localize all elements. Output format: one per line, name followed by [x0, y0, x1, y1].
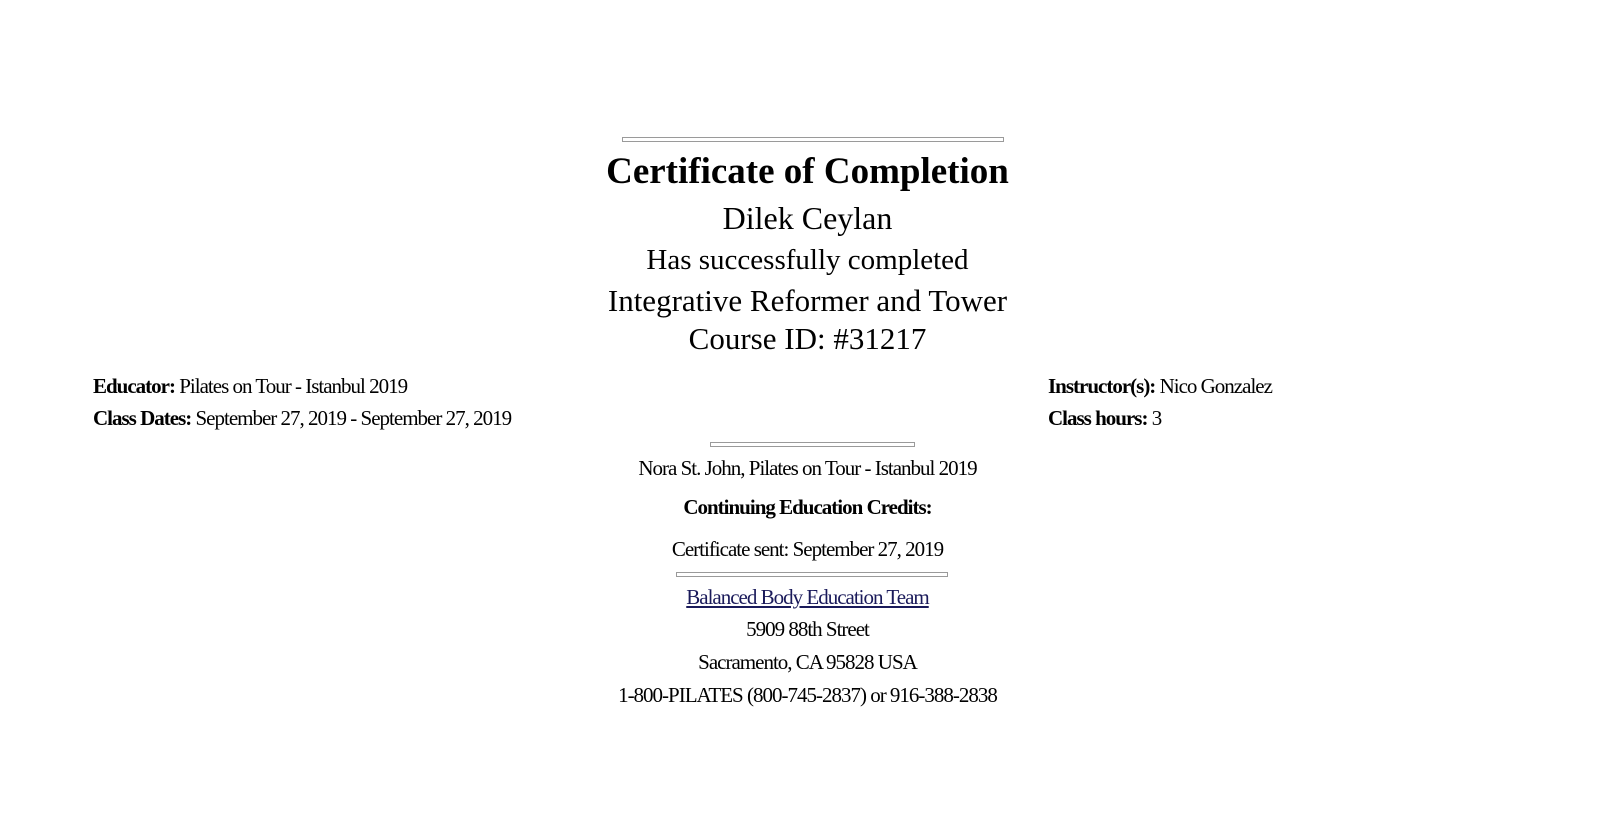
ce-credits-label: Continuing Education Credits: — [683, 495, 932, 519]
class-hours-value: 3 — [1151, 406, 1162, 430]
certificate-sent-date: Certificate sent: September 27, 2019 — [671, 537, 944, 561]
top-divider — [622, 137, 1004, 142]
course-id: Course ID: #31217 — [688, 321, 927, 356]
phone-number: 1-800-PILATES (800-745-2837) or 916-388-2838 — [618, 683, 997, 707]
recipient-name: Dilek Ceylan — [722, 200, 893, 236]
class-dates-label: Class Dates: — [93, 406, 192, 430]
educator-label: Educator: — [93, 374, 175, 398]
educator-field — [93, 373, 407, 399]
course-name: Integrative Reformer and Tower — [607, 283, 1008, 318]
completion-statement: Has successfully completed — [646, 244, 969, 276]
class-dates-field — [93, 405, 511, 431]
educator-value: Pilates on Tour - Istanbul 2019 — [179, 374, 408, 398]
address-line-2: Sacramento, CA 95828 USA — [698, 650, 917, 674]
footer-divider — [676, 572, 948, 577]
class-hours-label: Class hours: — [1048, 406, 1148, 430]
signer-name: Nora St. John, Pilates on Tour - Istanbul 2019 — [638, 456, 977, 480]
class-dates-value: September 27, 2019 - September 27, 2019 — [195, 406, 512, 430]
signature-divider — [710, 442, 915, 447]
footer-team-line — [0, 584, 1615, 610]
instructors-label: Instructor(s): — [1048, 374, 1156, 398]
education-team-link[interactable]: Balanced Body Education Team — [686, 585, 929, 609]
instructors-value: Nico Gonzalez — [1159, 374, 1272, 398]
certificate-title: Certificate of Completion — [606, 151, 1009, 192]
class-hours-field — [1048, 405, 1161, 431]
address-line-1: 5909 88th Street — [746, 617, 869, 641]
instructors-field — [1048, 373, 1272, 399]
